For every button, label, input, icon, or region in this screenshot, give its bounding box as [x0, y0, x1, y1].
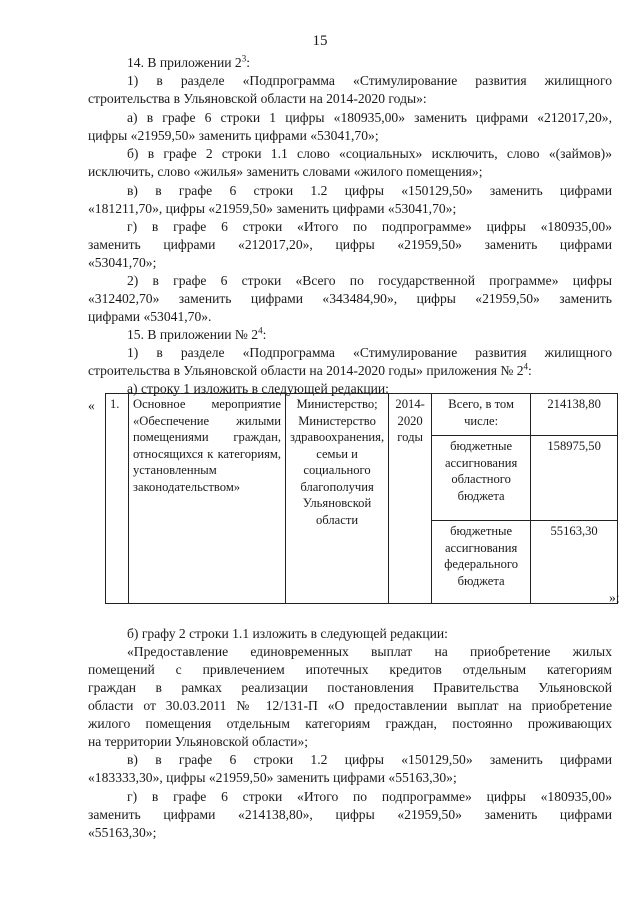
- quote-line4: области от 30.03.2011 № 12/131-П «О предоставлении выплат на приобретение: [88, 698, 612, 713]
- s14-g-line1: г) в графе 6 строки «Итого по подпрограмме» цифры «180935,00»: [127, 219, 612, 234]
- cell-amount-total: 214138,80: [531, 394, 618, 436]
- after-b: б) графу 2 строки 1.1 изложить в следующей редакции:: [127, 626, 448, 641]
- page-number: 15: [312, 33, 328, 49]
- after-g-line1: г) в графе 6 строки «Итого по подпрограмме» цифры «180935,00»: [127, 789, 612, 804]
- s14-v-line2: «181211,70», цифры «21959,50» заменить цифрами «53041,70»;: [88, 201, 457, 216]
- s15-p1-line1: 1) в разделе «Подпрограмма «Стимулирование развития жилищного: [127, 345, 612, 360]
- s15-a: а) строку 1 изложить в следующей редакции:: [127, 381, 389, 396]
- cell-years: 2014-2020 годы: [389, 394, 432, 604]
- table-open-quote: «: [88, 398, 95, 413]
- quote-line5: жилого помещения отдельным категориям граждан, постоянно проживающих: [88, 716, 612, 731]
- cell-source-regional: бюджетные ассигнования областного бюджета: [432, 436, 531, 521]
- cell-activity-name: Основное мероприятие «Обеспечение жилыми помещениями граждан, относящихся к категориям, установленным законодательством»: [129, 394, 286, 604]
- s14-p1-line2: строительства в Ульяновской области на 2014-2020 годы»:: [88, 91, 427, 106]
- after-g-line2: заменить цифрами «214138,80», цифры «21959,50» заменить цифрами: [88, 807, 612, 822]
- cell-source-total: Всего, в том числе:: [432, 394, 531, 436]
- s14-a-line1: а) в графе 6 строки 1 цифры «180935,00» заменить цифрами «212017,20»,: [127, 110, 612, 125]
- section-15-title: 15. В приложении № $2^4$:: [127, 325, 267, 342]
- cell-source-federal: бюджетные ассигнования федерального бюджета: [432, 521, 531, 604]
- after-v-line2: «183333,30», цифры «21959,50» заменить цифрами «55163,30»;: [88, 770, 457, 785]
- after-v-line1: в) в графе 6 строки 1.2 цифры «150129,50» заменить цифрами: [127, 752, 612, 767]
- quote-line1: «Предоставление единовременных выплат на приобретение жилых: [127, 644, 612, 659]
- s14-p2-line2: «312402,70» заменить цифрами «343484,90», цифры «21959,50» заменить: [88, 291, 612, 306]
- table-row: [106, 394, 618, 436]
- s14-a-line2: цифры «21959,50» заменить цифрами «53041,70»;: [88, 128, 379, 143]
- after-g-line3: «55163,30»;: [88, 825, 157, 840]
- program-table: [105, 393, 618, 604]
- table-close-quote: »;: [609, 590, 620, 605]
- section-14-title: 14. В приложении $2^3$:: [127, 53, 250, 70]
- s14-b-line2: исключить, слово «жилья» заменить словами «жилого помещения»;: [88, 164, 483, 179]
- s14-b-line1: б) в графе 2 строки 1.1 слово «социальных» исключить, слово «(займов)»: [127, 146, 612, 161]
- quote-line6: на территории Ульяновской области»;: [88, 734, 309, 749]
- s14-p2-line3: цифрами «53041,70».: [88, 309, 212, 324]
- cell-amount-regional: 158975,50: [531, 436, 618, 521]
- cell-number: 1.: [106, 394, 129, 604]
- quote-line3: граждан в рамках реализации постановления Правительства Ульяновской: [88, 680, 612, 695]
- quote-line2: помещений с привлечением ипотечных кредитов отдельным категориям: [88, 662, 612, 677]
- s14-g-line3: «53041,70»;: [88, 255, 157, 270]
- s14-p1-line1: 1) в разделе «Подпрограмма «Стимулирование развития жилищного: [127, 73, 612, 88]
- cell-amount-federal: 55163,30: [531, 521, 618, 604]
- s14-p2-line1: 2) в графе 6 строки «Всего по государственной программе» цифры: [127, 273, 612, 288]
- s15-p1-line2: строительства в Ульяновской области на 2014-2020 годы» приложения № $2^4$:: [88, 361, 532, 378]
- s14-v-line1: в) в графе 6 строки 1.2 цифры «150129,50» заменить цифрами: [127, 183, 612, 198]
- s14-g-line2: заменить цифрами «212017,20», цифры «21959,50» заменить цифрами: [88, 237, 612, 252]
- cell-ministry: Министерство; Министерство здравоохранения, семьи и социального благополучия Ульяновской области: [286, 394, 389, 604]
